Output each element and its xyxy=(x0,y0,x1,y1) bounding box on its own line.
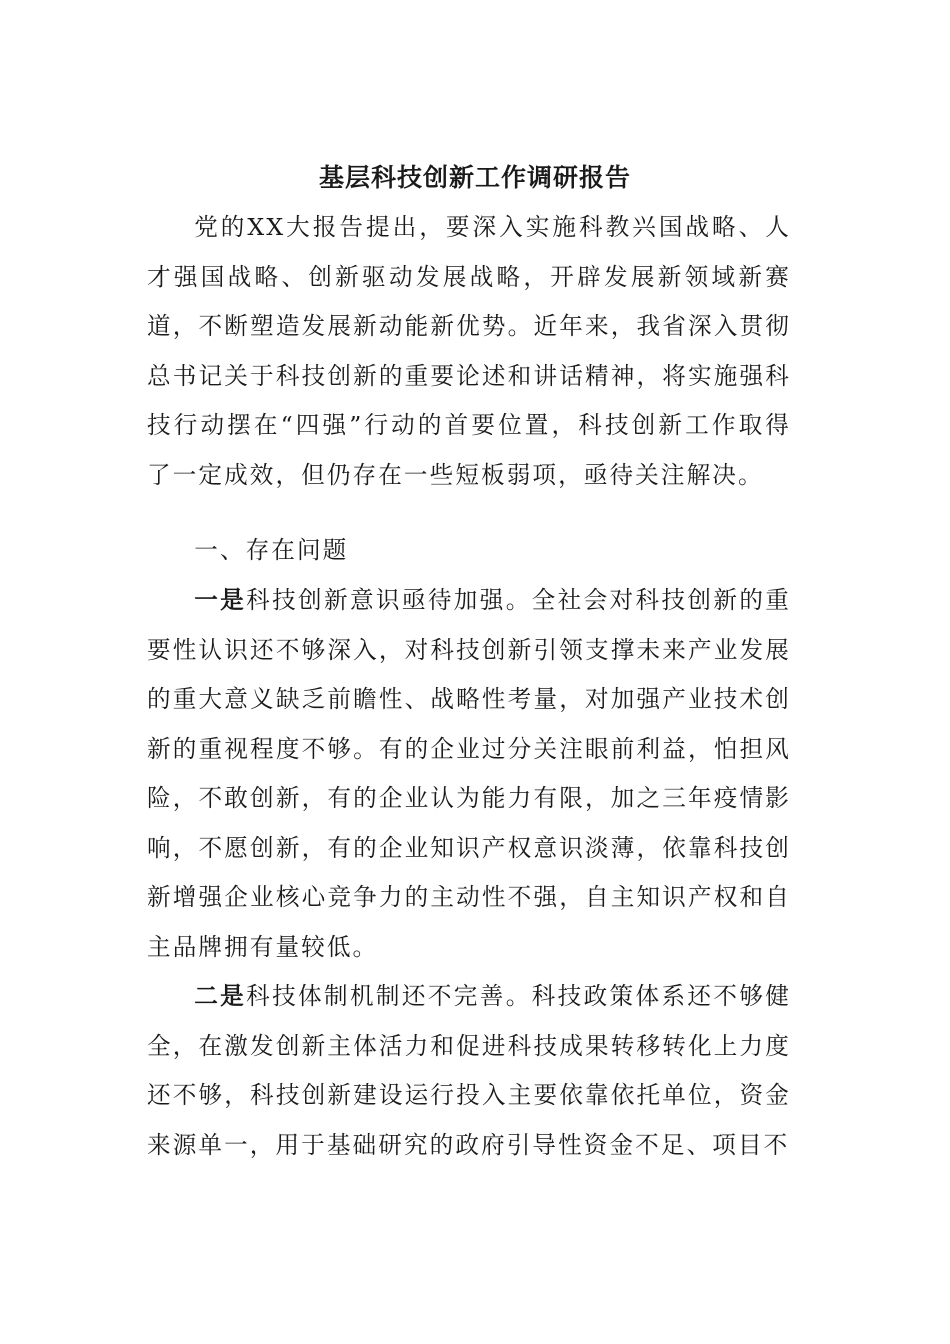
point-paragraph-two xyxy=(147,972,791,1170)
document-title: 基层科技创新工作调研报告 xyxy=(318,163,631,192)
point-lead: 一是 xyxy=(194,586,247,614)
point-paragraph-one xyxy=(147,576,791,972)
point-text: 科技体制机制还不完善。科技政策体系还不够健全，在激发创新主体活力和促进科技成果转移转化上力度还不够，科技创新建设运行投入主要依靠依托单位，资金来源单一，用于基础研究的政府引导性资金不足、项目不 xyxy=(147,982,791,1159)
intro-paragraph: 党的XX大报告提出，要深入实施科教兴国战略、人才强国战略、创新驱动发展战略，开辟发展新领域新赛道，不断塑造发展新动能新优势。近年来，我省深入贯彻总书记关于科技创新的重要论述和讲话精神，将实施强科技行动摆在“四强”行动的首要位置，科技创新工作取得了一定成效，但仍存在一些短板弱项，亟待关注解决。 xyxy=(147,213,791,489)
section-heading: 一、存在问题 xyxy=(194,536,349,564)
point-lead: 二是 xyxy=(194,982,247,1010)
point-text: 科技创新意识亟待加强。全社会对科技创新的重要性认识还不够深入，对科技创新引领支撑未来产业发展的重大意义缺乏前瞻性、战略性考量，对加强产业技术创新的重视程度不够。有的企业过分关注眼前利益，怕担风险，不敢创新，有的企业认为能力有限，加之三年疫情影响，不愿创新，有的企业知识产权意识淡薄，依靠科技创新增强企业核心竞争力的主动性不强，自主知识产权和自主品牌拥有量较低。 xyxy=(147,586,791,961)
